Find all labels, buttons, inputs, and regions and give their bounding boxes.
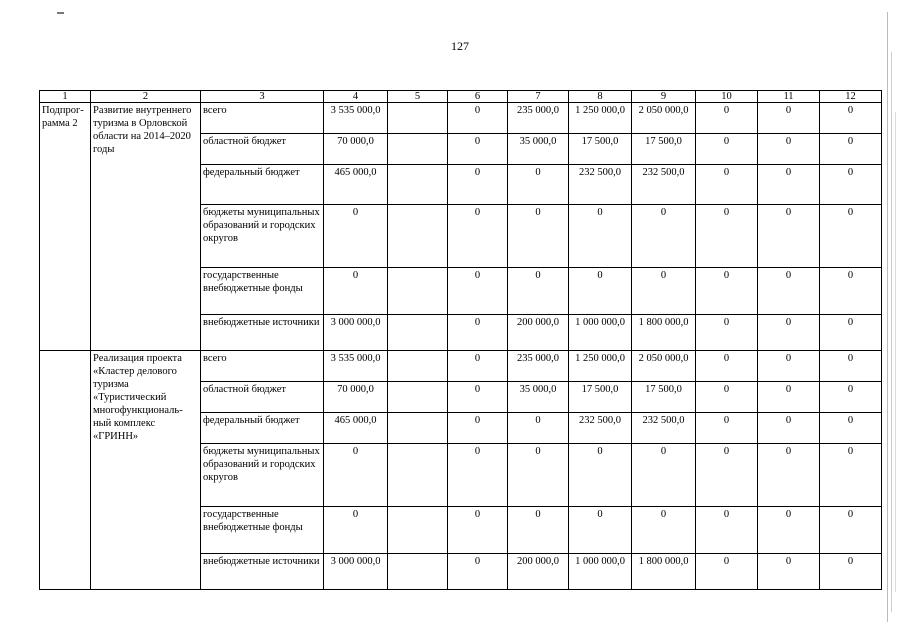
value-cell-c7: 0 xyxy=(508,165,569,205)
value-cell-c9: 1 800 000,0 xyxy=(632,315,696,351)
value-cell-c6: 0 xyxy=(448,268,508,315)
value-cell-c11: 0 xyxy=(758,444,820,507)
value-cell-c8: 232 500,0 xyxy=(569,165,632,205)
value-cell-c6: 0 xyxy=(448,315,508,351)
value-cell-c5 xyxy=(388,268,448,315)
header-cell: 5 xyxy=(388,91,448,103)
value-cell-c5 xyxy=(388,554,448,590)
value-cell-c5 xyxy=(388,165,448,205)
value-cell-c11: 0 xyxy=(758,134,820,165)
header-row xyxy=(40,91,882,103)
value-cell-c12: 0 xyxy=(820,205,882,268)
value-cell-c4: 0 xyxy=(324,205,388,268)
value-cell-c8: 1 000 000,0 xyxy=(569,315,632,351)
value-cell-c4: 465 000,0 xyxy=(324,165,388,205)
value-cell-c4: 0 xyxy=(324,268,388,315)
header-cell: 9 xyxy=(632,91,696,103)
value-cell-c12: 0 xyxy=(820,268,882,315)
value-cell-c5 xyxy=(388,103,448,134)
value-cell-c6: 0 xyxy=(448,554,508,590)
value-cell-c12: 0 xyxy=(820,103,882,134)
value-cell-c11: 0 xyxy=(758,351,820,382)
value-cell-c4: 465 000,0 xyxy=(324,413,388,444)
header-cell: 2 xyxy=(91,91,201,103)
header-cell: 4 xyxy=(324,91,388,103)
value-cell-c6: 0 xyxy=(448,103,508,134)
value-cell-c12: 0 xyxy=(820,444,882,507)
value-cell-c5 xyxy=(388,205,448,268)
value-cell-c6: 0 xyxy=(448,507,508,554)
value-cell-c5 xyxy=(388,351,448,382)
value-cell-c10: 0 xyxy=(696,444,758,507)
value-cell-c7: 35 000,0 xyxy=(508,382,569,413)
value-cell-c5 xyxy=(388,507,448,554)
value-cell-c8: 0 xyxy=(569,268,632,315)
value-cell-c10: 0 xyxy=(696,205,758,268)
value-cell-c4: 3 535 000,0 xyxy=(324,103,388,134)
value-cell-c9: 0 xyxy=(632,205,696,268)
subprogram-label: Подпрог-рамма 2 xyxy=(40,103,91,351)
value-cell-c11: 0 xyxy=(758,205,820,268)
value-cell-c7: 0 xyxy=(508,413,569,444)
value-cell-c8: 1 000 000,0 xyxy=(569,554,632,590)
value-cell-c11: 0 xyxy=(758,315,820,351)
value-cell-c10: 0 xyxy=(696,134,758,165)
scan-mark xyxy=(57,12,64,14)
value-cell-c11: 0 xyxy=(758,165,820,205)
value-cell-c9: 2 050 000,0 xyxy=(632,103,696,134)
value-cell-c10: 0 xyxy=(696,268,758,315)
value-cell-c7: 235 000,0 xyxy=(508,351,569,382)
value-cell-c7: 200 000,0 xyxy=(508,554,569,590)
table-row xyxy=(40,351,882,382)
value-cell-c11: 0 xyxy=(758,103,820,134)
value-cell-c7: 0 xyxy=(508,268,569,315)
value-cell-c8: 1 250 000,0 xyxy=(569,351,632,382)
funding-source: всего xyxy=(201,103,324,134)
value-cell-c4: 70 000,0 xyxy=(324,382,388,413)
value-cell-c4: 3 000 000,0 xyxy=(324,315,388,351)
value-cell-c9: 232 500,0 xyxy=(632,413,696,444)
value-cell-c7: 200 000,0 xyxy=(508,315,569,351)
value-cell-c4: 0 xyxy=(324,444,388,507)
value-cell-c8: 0 xyxy=(569,205,632,268)
value-cell-c8: 232 500,0 xyxy=(569,413,632,444)
subprogram-label xyxy=(40,351,91,590)
funding-source: государственные внебюджетные фонды xyxy=(201,507,324,554)
value-cell-c5 xyxy=(388,382,448,413)
program-name: Реализация проекта «Кластер делового туризма «Туристический многофункциональ-ный комплекс «ГРИНН» xyxy=(91,351,201,590)
funding-source: федеральный бюджет xyxy=(201,413,324,444)
funding-source: федеральный бюджет xyxy=(201,165,324,205)
value-cell-c7: 0 xyxy=(508,507,569,554)
value-cell-c11: 0 xyxy=(758,268,820,315)
value-cell-c6: 0 xyxy=(448,444,508,507)
value-cell-c9: 0 xyxy=(632,268,696,315)
header-cell: 10 xyxy=(696,91,758,103)
value-cell-c12: 0 xyxy=(820,351,882,382)
value-cell-c12: 0 xyxy=(820,554,882,590)
value-cell-c9: 17 500,0 xyxy=(632,134,696,165)
header-cell: 12 xyxy=(820,91,882,103)
table-row xyxy=(40,103,882,134)
value-cell-c6: 0 xyxy=(448,351,508,382)
value-cell-c9: 232 500,0 xyxy=(632,165,696,205)
value-cell-c6: 0 xyxy=(448,382,508,413)
funding-source: внебюджетные источники xyxy=(201,315,324,351)
value-cell-c8: 17 500,0 xyxy=(569,382,632,413)
value-cell-c4: 0 xyxy=(324,507,388,554)
header-cell: 1 xyxy=(40,91,91,103)
value-cell-c10: 0 xyxy=(696,165,758,205)
value-cell-c10: 0 xyxy=(696,413,758,444)
value-cell-c5 xyxy=(388,444,448,507)
value-cell-c11: 0 xyxy=(758,382,820,413)
value-cell-c12: 0 xyxy=(820,165,882,205)
value-cell-c8: 1 250 000,0 xyxy=(569,103,632,134)
value-cell-c5 xyxy=(388,315,448,351)
header-cell: 6 xyxy=(448,91,508,103)
value-cell-c9: 1 800 000,0 xyxy=(632,554,696,590)
value-cell-c11: 0 xyxy=(758,413,820,444)
value-cell-c12: 0 xyxy=(820,413,882,444)
header-cell: 8 xyxy=(569,91,632,103)
value-cell-c8: 17 500,0 xyxy=(569,134,632,165)
funding-source: всего xyxy=(201,351,324,382)
value-cell-c9: 0 xyxy=(632,507,696,554)
value-cell-c4: 70 000,0 xyxy=(324,134,388,165)
funding-source: бюджеты муниципальных образований и городских округов xyxy=(201,444,324,507)
page-number: 127 xyxy=(451,39,469,53)
value-cell-c5 xyxy=(388,134,448,165)
value-cell-c11: 0 xyxy=(758,507,820,554)
funding-source: государственные внебюджетные фонды xyxy=(201,268,324,315)
value-cell-c7: 235 000,0 xyxy=(508,103,569,134)
value-cell-c8: 0 xyxy=(569,444,632,507)
funding-source: внебюджетные источники xyxy=(201,554,324,590)
value-cell-c9: 2 050 000,0 xyxy=(632,351,696,382)
header-cell: 11 xyxy=(758,91,820,103)
header-cell: 7 xyxy=(508,91,569,103)
value-cell-c11: 0 xyxy=(758,554,820,590)
funding-source: областной бюджет xyxy=(201,382,324,413)
value-cell-c10: 0 xyxy=(696,382,758,413)
funding-source: областной бюджет xyxy=(201,134,324,165)
value-cell-c6: 0 xyxy=(448,165,508,205)
value-cell-c5 xyxy=(388,413,448,444)
value-cell-c6: 0 xyxy=(448,205,508,268)
header-cell: 3 xyxy=(201,91,324,103)
scan-edge-marks xyxy=(885,12,899,634)
budget-table xyxy=(39,90,882,590)
funding-source: бюджеты муниципальных образований и городских округов xyxy=(201,205,324,268)
program-name: Развитие внутреннего туризма в Орловской области на 2014–2020 годы xyxy=(91,103,201,351)
value-cell-c12: 0 xyxy=(820,507,882,554)
value-cell-c7: 0 xyxy=(508,205,569,268)
value-cell-c10: 0 xyxy=(696,507,758,554)
value-cell-c4: 3 535 000,0 xyxy=(324,351,388,382)
value-cell-c8: 0 xyxy=(569,507,632,554)
value-cell-c10: 0 xyxy=(696,103,758,134)
value-cell-c6: 0 xyxy=(448,413,508,444)
value-cell-c12: 0 xyxy=(820,382,882,413)
value-cell-c12: 0 xyxy=(820,134,882,165)
value-cell-c10: 0 xyxy=(696,315,758,351)
value-cell-c7: 35 000,0 xyxy=(508,134,569,165)
value-cell-c4: 3 000 000,0 xyxy=(324,554,388,590)
value-cell-c6: 0 xyxy=(448,134,508,165)
value-cell-c10: 0 xyxy=(696,351,758,382)
value-cell-c9: 17 500,0 xyxy=(632,382,696,413)
value-cell-c12: 0 xyxy=(820,315,882,351)
value-cell-c10: 0 xyxy=(696,554,758,590)
value-cell-c7: 0 xyxy=(508,444,569,507)
value-cell-c9: 0 xyxy=(632,444,696,507)
